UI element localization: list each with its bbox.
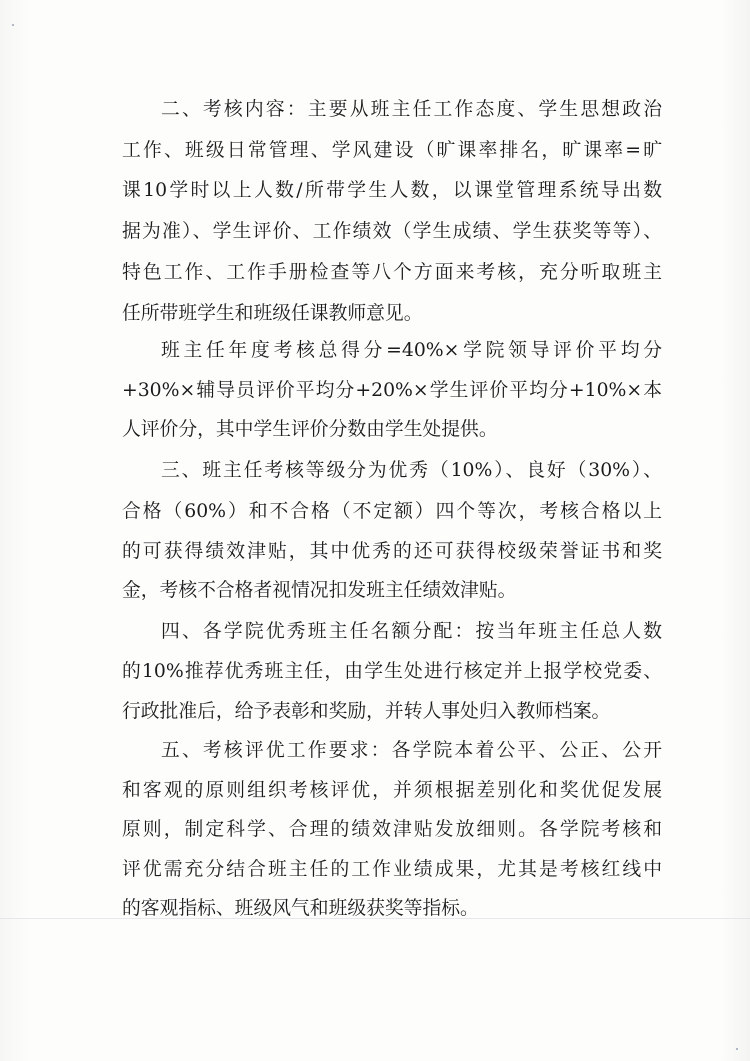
paragraph-1-line-3: 课10学时以上人数/所带学生人数，以课堂管理系统导出数: [122, 180, 662, 201]
paragraph-5-line-5: 的客观指标、班级风气和班级获奖等指标。: [122, 898, 479, 919]
paragraph-1-line-6: 任所带班学生和班级任课教师意见。: [122, 303, 423, 324]
paragraph-2-line-2: +30%×辅导员评价平均分+20%×学生评价平均分+10%×本: [122, 380, 662, 401]
paragraph-4-line-3: 行政批准后，给予表彰和奖励，并转人事处归入教师档案。: [122, 701, 611, 722]
paragraph-3-line-3: 的可获得绩效津贴，其中优秀的还可获得校级荣誉证书和奖: [122, 541, 662, 562]
paragraph-3-line-1: 三、班主任考核等级分为优秀（10%）、良好（30%）、: [161, 460, 662, 481]
paragraph-1-line-5: 特色工作、工作手册检查等八个方面来考核，充分听取班主: [122, 262, 662, 283]
paragraph-1-line-4: 据为准）、学生评价、工作绩效（学生成绩、学生获奖等等）、: [122, 221, 662, 242]
paragraph-2-line-1: 班主任年度考核总得分=40%×学院领导评价平均分: [161, 340, 662, 361]
paragraph-5-line-2: 和客观的原则组织考核评优，并须根据差别化和奖优促发展: [122, 780, 662, 801]
paragraph-4-line-2: 的10%推荐优秀班主任，由学生处进行核定并上报学校党委、: [122, 661, 662, 682]
paragraph-1-line-2: 工作、班级日常管理、学风建设（旷课率排名，旷课率=旷: [122, 140, 662, 161]
paragraph-5-line-1: 五、考核评优工作要求：各学院本着公平、公正、公开: [161, 740, 662, 761]
paragraph-5-line-4: 评优需充分结合班主任的工作业绩成果，尤其是考核红线中: [122, 859, 662, 880]
paragraph-2-line-3: 人评价分，其中学生评价分数由学生处提供。: [122, 419, 498, 440]
scan-speck: [12, 24, 14, 26]
paragraph-4-line-1: 四、各学院优秀班主任名额分配：按当年班主任总人数: [161, 621, 662, 642]
paragraph-5-line-3: 原则，制定科学、合理的绩效津贴发放细则。各学院考核和: [122, 819, 662, 840]
scan-speck: [736, 1048, 738, 1050]
paragraph-3-line-2: 合格（60%）和不合格（不定额）四个等次，考核合格以上: [122, 501, 662, 522]
paragraph-3-line-4: 金，考核不合格者视情况扣发班主任绩效津贴。: [122, 580, 517, 601]
paragraph-1-line-1: 二、考核内容：主要从班主任工作态度、学生思想政治: [161, 99, 662, 120]
